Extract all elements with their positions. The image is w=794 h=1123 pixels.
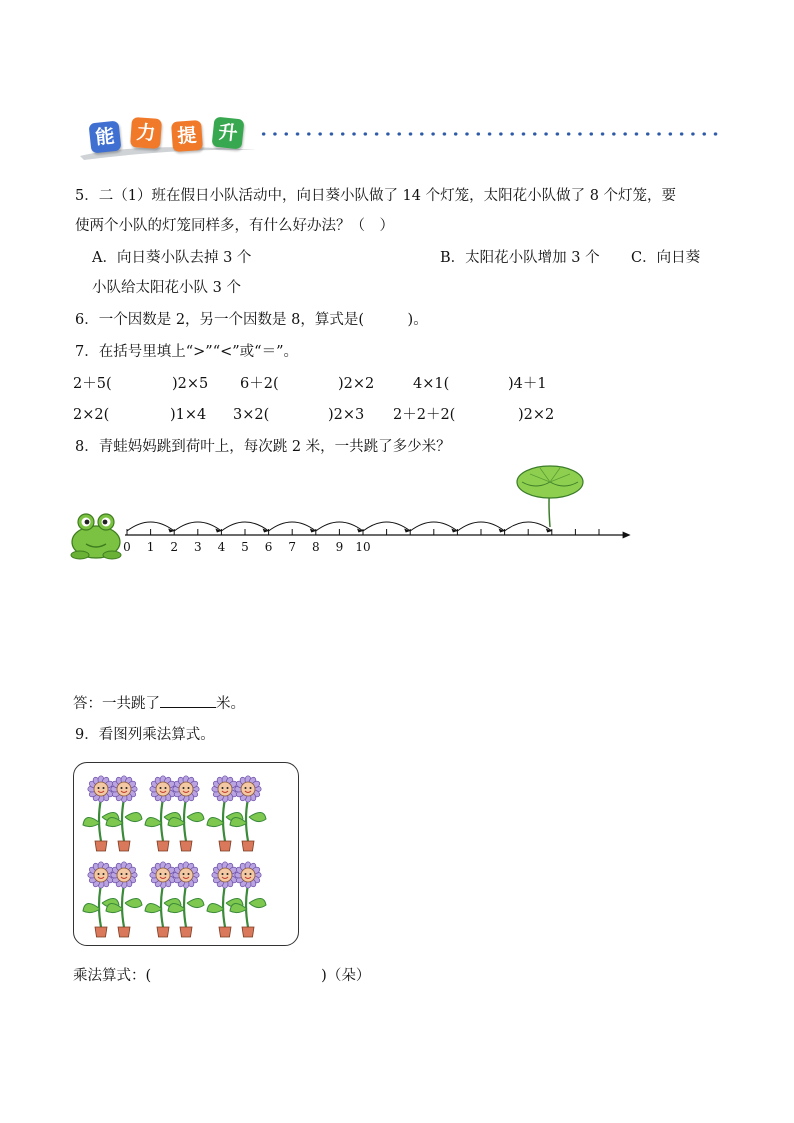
q8-answer-prefix: 答：一共跳了	[73, 696, 160, 712]
q5-option-c-cont: 小队给太阳花小队 3 个	[92, 280, 241, 296]
q5-line1: 5．二（1）班在假日小队活动中，向日葵小队做了 14 个灯笼，太阳花小队做了 8 个灯笼，要	[75, 188, 677, 204]
q7-r1-b-left: 6＋2(	[240, 376, 279, 392]
q7-r1-a-left: 2＋5(	[73, 376, 112, 392]
q9-formula	[73, 966, 370, 986]
banner-char-1: 能	[89, 121, 122, 154]
q7-r1-a-right: )2×5	[172, 376, 209, 392]
q5-option-c: C．向日葵	[631, 250, 701, 266]
flower-picture-box	[73, 762, 299, 946]
number-line-label: 5	[241, 540, 249, 554]
q9-formula-suffix: )（朵）	[321, 968, 371, 984]
number-line-label: 7	[288, 540, 297, 554]
number-line-label: 0	[123, 540, 131, 554]
number-line-label: 9	[335, 540, 344, 554]
number-line-label: 2	[170, 540, 179, 554]
q7-r2-b-left: 3×2(	[233, 407, 270, 423]
q7-r2-c-right: )2×2	[518, 407, 555, 423]
number-line	[123, 522, 630, 554]
number-line-label: 1	[146, 540, 155, 554]
banner-char-2: 力	[130, 117, 162, 149]
q7-r2-a-left: 2×2(	[73, 407, 110, 423]
number-line-label: 4	[217, 540, 226, 554]
q6-text: 6．一个因数是 2，另一个因数是 8，算式是( )。	[75, 312, 428, 328]
q5-option-b: B．太阳花小队增加 3 个	[440, 250, 600, 266]
q5-line2: 使两个小队的灯笼同样多，有什么好办法？（ ）	[75, 218, 394, 234]
q8-answer	[73, 693, 245, 714]
banner-char-3: 提	[171, 120, 203, 152]
q8-answer-suffix: 米。	[216, 696, 245, 712]
flower-grid	[74, 763, 298, 945]
banner-dotted-rule	[258, 131, 718, 137]
banner-char-4: 升	[212, 117, 245, 150]
number-line-label: 6	[264, 540, 273, 554]
q8-answer-blank[interactable]	[160, 693, 216, 708]
number-line-label: 8	[311, 540, 320, 554]
q7-r2-b-right: )2×3	[328, 407, 365, 423]
lily-pad-icon	[517, 466, 583, 527]
q7-r1-b-right: )2×2	[338, 376, 375, 392]
q7-r2-a-right: )1×4	[170, 407, 207, 423]
q7-title: 7．在括号里填上“>”“<”或“＝”。	[75, 344, 299, 360]
q7-r1-c-right: )4＋1	[508, 376, 547, 392]
q7-r1-c-left: 4×1(	[413, 376, 450, 392]
number-line-label: 10	[355, 540, 371, 554]
q9-title: 9．看图列乘法算式。	[75, 727, 215, 743]
q7-r2-c-left: 2＋2＋2(	[393, 407, 456, 423]
q8-number-line-figure	[60, 460, 640, 570]
q5-option-a: A．向日葵小队去掉 3 个	[92, 250, 252, 266]
q9-formula-prefix: 乘法算式：(	[73, 968, 152, 984]
number-line-label: 3	[193, 540, 202, 554]
frog-icon	[71, 514, 121, 559]
q8-title: 8．青蛙妈妈跳到荷叶上，每次跳 2 米，一共跳了多少米？	[75, 439, 451, 455]
number-line-arrow-icon	[623, 532, 631, 539]
